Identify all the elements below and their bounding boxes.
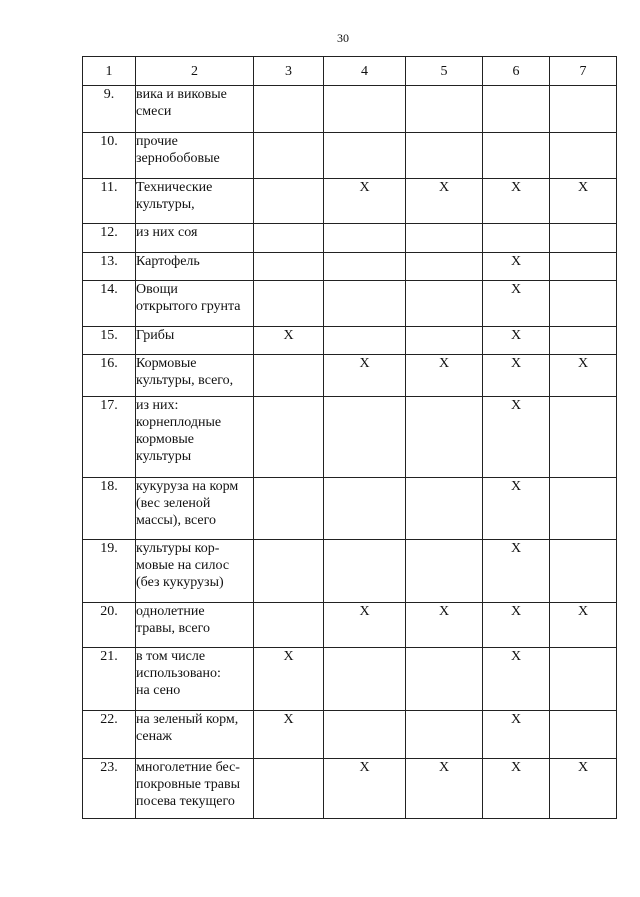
mark-cell-col3 (254, 540, 324, 603)
crop-name-line: (вес зеленой (136, 496, 211, 511)
crop-name (136, 281, 254, 327)
header-row (83, 57, 617, 86)
mark-cell-col5 (406, 281, 483, 327)
mark-cell-col6: X (483, 759, 550, 819)
table-row (83, 133, 617, 179)
crop-name-line: прочие (136, 134, 178, 149)
mark-cell-col3 (254, 397, 324, 478)
crop-name-line: корнеплодные (136, 415, 222, 430)
table-row (83, 397, 617, 478)
mark-cell-col6: X (483, 648, 550, 711)
crop-name-line: на зеленый корм, (136, 712, 239, 727)
mark-cell-col4: X (324, 179, 406, 224)
mark-cell-col3 (254, 603, 324, 648)
mark-cell-col3 (254, 281, 324, 327)
mark-cell-col5: X (406, 759, 483, 819)
crop-name-line: смеси (136, 104, 172, 119)
table-row (83, 253, 617, 281)
mark-cell-col6: X (483, 355, 550, 397)
mark-cell-col4 (324, 711, 406, 759)
crop-name-line: Овощи (136, 282, 178, 297)
table-row (83, 327, 617, 355)
mark-cell-col7: X (550, 355, 617, 397)
mark-cell-col5 (406, 133, 483, 179)
table-row (83, 478, 617, 540)
mark-cell-col7 (550, 224, 617, 253)
crop-name (136, 603, 254, 648)
mark-cell-col4 (324, 86, 406, 133)
mark-cell-col7: X (550, 603, 617, 648)
mark-cell-col5 (406, 327, 483, 355)
crop-name (136, 327, 254, 355)
row-number: 18. (83, 478, 136, 540)
crop-name (136, 179, 254, 224)
mark-cell-col5: X (406, 179, 483, 224)
mark-cell-col4: X (324, 759, 406, 819)
crop-name-line: культуры кор- (136, 541, 220, 556)
crop-name-line: вика и виковые (136, 87, 227, 102)
crop-name-line: Технические (136, 180, 213, 195)
mark-cell-col3 (254, 86, 324, 133)
crop-name-line: зернобобовые (136, 151, 220, 166)
crop-name-line: из них соя (136, 225, 198, 240)
mark-cell-col6 (483, 224, 550, 253)
mark-cell-col4 (324, 224, 406, 253)
crop-name-line: массы), всего (136, 513, 216, 528)
row-number: 21. (83, 648, 136, 711)
table-row (83, 603, 617, 648)
mark-cell-col4 (324, 327, 406, 355)
mark-cell-col4 (324, 478, 406, 540)
mark-cell-col4 (324, 397, 406, 478)
mark-cell-col4 (324, 253, 406, 281)
column-header-4: 4 (324, 57, 406, 86)
mark-cell-col7 (550, 253, 617, 281)
row-number: 17. (83, 397, 136, 478)
mark-cell-col6: X (483, 327, 550, 355)
mark-cell-col4 (324, 540, 406, 603)
table-row (83, 355, 617, 397)
crop-name-line: кормовые (136, 432, 194, 447)
crop-name-line: сенаж (136, 729, 172, 744)
mark-cell-col6: X (483, 478, 550, 540)
mark-cell-col3: X (254, 648, 324, 711)
mark-cell-col7 (550, 478, 617, 540)
mark-cell-col6: X (483, 397, 550, 478)
mark-cell-col7 (550, 711, 617, 759)
crop-name-line: культуры (136, 449, 192, 464)
mark-cell-col5 (406, 224, 483, 253)
crop-name (136, 478, 254, 540)
crop-name-line: открытого грунта (136, 299, 241, 314)
crop-name-line: травы, всего (136, 621, 211, 636)
table-row (83, 711, 617, 759)
mark-cell-col4 (324, 133, 406, 179)
column-header-2: 2 (136, 57, 254, 86)
crop-name (136, 397, 254, 478)
page-number: 30 (337, 31, 349, 45)
table-row (83, 86, 617, 133)
mark-cell-col3 (254, 179, 324, 224)
row-number: 9. (83, 86, 136, 133)
crop-name (136, 759, 254, 819)
crop-name-line: на сено (136, 683, 181, 698)
table-body (83, 86, 617, 819)
crop-name (136, 86, 254, 133)
mark-cell-col5 (406, 397, 483, 478)
crop-name-line: в том числе (136, 649, 206, 664)
mark-cell-col3 (254, 355, 324, 397)
crop-name-line: культуры, всего, (136, 373, 234, 388)
row-number: 11. (83, 179, 136, 224)
row-number: 16. (83, 355, 136, 397)
mark-cell-col6: X (483, 711, 550, 759)
mark-cell-col7 (550, 397, 617, 478)
row-number: 19. (83, 540, 136, 603)
column-header-5: 5 (406, 57, 483, 86)
mark-cell-col5: X (406, 603, 483, 648)
mark-cell-col4: X (324, 603, 406, 648)
crop-name (136, 648, 254, 711)
mark-cell-col3: X (254, 327, 324, 355)
mark-cell-col7: X (550, 759, 617, 819)
mark-cell-col4: X (324, 355, 406, 397)
mark-cell-col6 (483, 86, 550, 133)
mark-cell-col5 (406, 540, 483, 603)
crop-name (136, 355, 254, 397)
mark-cell-col6 (483, 133, 550, 179)
crop-name-line: использовано: (136, 666, 221, 681)
mark-cell-col4 (324, 281, 406, 327)
row-number: 14. (83, 281, 136, 327)
mark-cell-col3 (254, 759, 324, 819)
crop-name-line: покровные травы (136, 777, 241, 792)
row-number: 12. (83, 224, 136, 253)
mark-cell-col7 (550, 86, 617, 133)
crop-name (136, 711, 254, 759)
mark-cell-col3: X (254, 711, 324, 759)
table-row (83, 281, 617, 327)
crop-name (136, 224, 254, 253)
column-header-6: 6 (483, 57, 550, 86)
crop-name-line: кукуруза на корм (136, 479, 239, 494)
row-number: 23. (83, 759, 136, 819)
crop-name-line: культуры, (136, 197, 195, 212)
mark-cell-col5 (406, 648, 483, 711)
crop-name-line: посева текущего (136, 794, 235, 809)
crop-name-line: Кормовые (136, 356, 197, 371)
crop-name (136, 253, 254, 281)
crop-name (136, 540, 254, 603)
mark-cell-col3 (254, 133, 324, 179)
mark-cell-col7 (550, 648, 617, 711)
mark-cell-col5 (406, 86, 483, 133)
mark-cell-col6: X (483, 540, 550, 603)
mark-cell-col7 (550, 281, 617, 327)
table-row (83, 179, 617, 224)
table-row (83, 224, 617, 253)
crop-name-line: однолетние (136, 604, 205, 619)
mark-cell-col5 (406, 478, 483, 540)
mark-cell-col6: X (483, 179, 550, 224)
table-row (83, 759, 617, 819)
row-number: 20. (83, 603, 136, 648)
crop-name-line: (без кукурузы) (136, 575, 224, 590)
row-number: 15. (83, 327, 136, 355)
mark-cell-col7 (550, 133, 617, 179)
row-number: 22. (83, 711, 136, 759)
row-number: 13. (83, 253, 136, 281)
crop-name-line: Картофель (136, 254, 200, 269)
row-number: 10. (83, 133, 136, 179)
mark-cell-col7 (550, 540, 617, 603)
crop-name (136, 133, 254, 179)
column-header-3: 3 (254, 57, 324, 86)
crop-table (82, 56, 617, 819)
column-header-1: 1 (83, 57, 136, 86)
mark-cell-col7: X (550, 179, 617, 224)
mark-cell-col7 (550, 327, 617, 355)
table-row (83, 540, 617, 603)
mark-cell-col3 (254, 478, 324, 540)
crop-name-line: Грибы (136, 328, 175, 343)
mark-cell-col4 (324, 648, 406, 711)
crop-name-line: из них: (136, 398, 179, 413)
crop-name-line: многолетние бес- (136, 760, 240, 775)
mark-cell-col6: X (483, 603, 550, 648)
mark-cell-col5: X (406, 355, 483, 397)
crop-name-line: мовые на силос (136, 558, 230, 573)
mark-cell-col6: X (483, 281, 550, 327)
mark-cell-col5 (406, 253, 483, 281)
mark-cell-col3 (254, 224, 324, 253)
mark-cell-col5 (406, 711, 483, 759)
table-row (83, 648, 617, 711)
column-header-7: 7 (550, 57, 617, 86)
mark-cell-col6: X (483, 253, 550, 281)
mark-cell-col3 (254, 253, 324, 281)
